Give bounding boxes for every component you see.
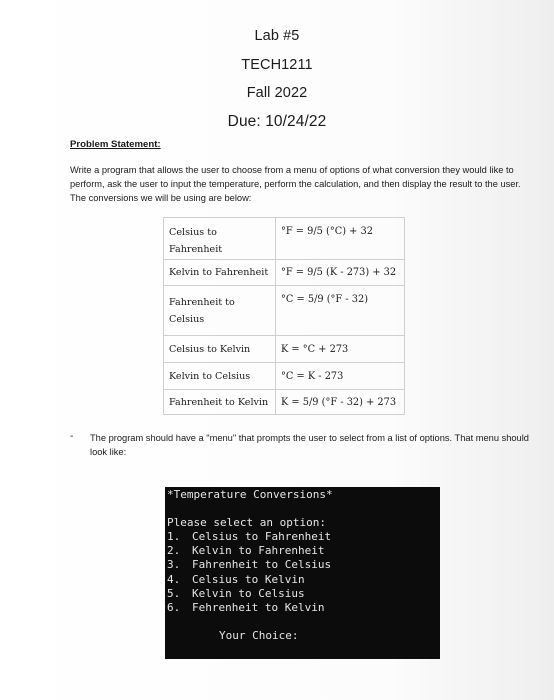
- blank-line: [167, 502, 440, 516]
- menu-option: [167, 558, 440, 572]
- option-number: 2.: [167, 544, 181, 558]
- choice-prompt: Your Choice:: [219, 628, 299, 642]
- table-row: [164, 390, 405, 415]
- menu-option: [167, 587, 440, 601]
- option-number: 5.: [167, 586, 181, 600]
- conversion-formula: °F = 9/5 (K - 273) + 32: [276, 260, 405, 286]
- menu-option: [167, 530, 440, 544]
- conversion-name: Kelvin to Celsius: [164, 363, 276, 390]
- conversion-formula: °C = K - 273: [276, 363, 405, 390]
- option-number: 1.: [167, 530, 181, 544]
- option-label: Celsius to Fahrenheit: [192, 530, 332, 544]
- option-label: Fahrenheit to Celsius: [192, 558, 332, 572]
- conversion-formula: °F = 9/5 (°C) + 32: [276, 218, 405, 260]
- document-header: [0, 22, 554, 136]
- conversion-name: Fahrenheit to Celsius: [164, 286, 276, 336]
- due-date: Due: 10/24/22: [227, 112, 327, 130]
- conversion-formula: K = °C + 273: [276, 336, 405, 363]
- conversion-name: Celsius to Kelvin: [164, 336, 276, 363]
- table-row: [164, 363, 405, 390]
- conversion-formula: °C = 5/9 (°F - 32): [276, 286, 405, 336]
- option-label: Celsius to Kelvin: [192, 572, 305, 586]
- menu-option: [167, 573, 440, 587]
- menu-option: [167, 601, 440, 615]
- problem-heading: Problem Statement:: [70, 139, 161, 150]
- option-label: Kelvin to Celsius: [192, 586, 305, 600]
- option-number: 3.: [167, 558, 181, 572]
- table-row: [164, 286, 405, 336]
- bullet-marker: -: [70, 431, 74, 442]
- option-label: Kelvin to Fahrenheit: [192, 544, 325, 558]
- conversion-name: Fahrenheit to Kelvin: [164, 390, 276, 415]
- term: Fall 2022: [246, 85, 308, 101]
- table-row: [164, 218, 405, 260]
- menu-title: *Temperature Conversions*: [167, 488, 333, 501]
- menu-prompt: Please select an option:: [167, 516, 326, 530]
- option-number: 4.: [167, 572, 181, 586]
- option-number: 6.: [167, 600, 181, 614]
- option-label: Fehrenheit to Kelvin: [192, 600, 325, 614]
- console-menu-screenshot: [165, 487, 440, 659]
- conversion-name: Celsius to Fahrenheit: [164, 218, 276, 260]
- course-code: TECH1211: [241, 56, 313, 73]
- lab-title: Lab #5: [254, 28, 300, 44]
- conversion-name: Kelvin to Fahrenheit: [164, 260, 276, 286]
- problem-paragraph: Write a program that allows the user to choose from a menu of options of what conversion they would like to perform, ask the user to input the temperature, perform the calculation, and then display the result to the user. The conversions we will be using are below:: [70, 165, 521, 203]
- table-row: [164, 336, 405, 363]
- menu-option: [167, 544, 440, 558]
- conversion-formula: K = 5/9 (°F - 32) + 273: [276, 390, 405, 415]
- bullet-text: The program should have a "menu" that prompts the user to select from a list of options. That menu should look like:: [90, 433, 529, 457]
- table-row: [164, 260, 405, 286]
- conversion-table: [163, 217, 405, 415]
